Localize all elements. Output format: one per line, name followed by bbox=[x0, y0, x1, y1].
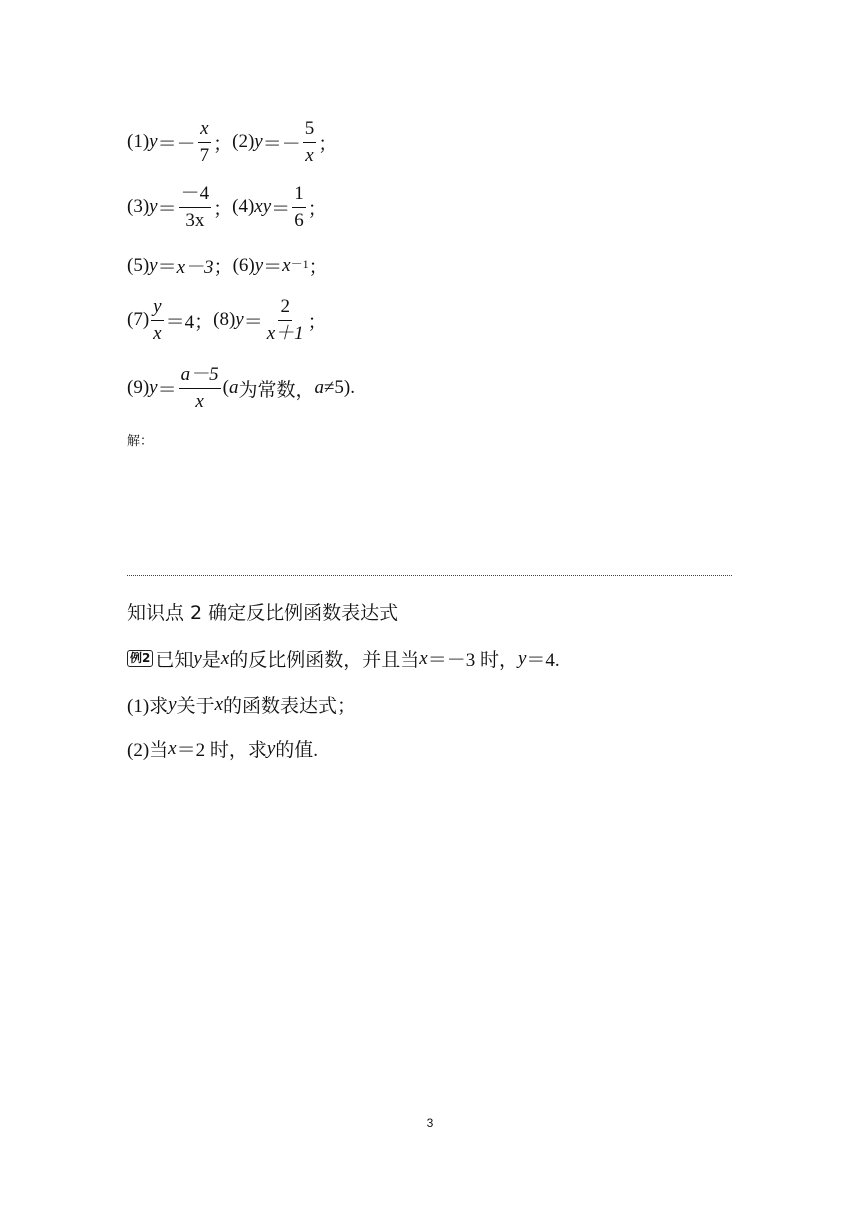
fraction-neg4-over-3x: $\frac{-4}{3x}$ bbox=[180, 183, 210, 231]
item-8-label: (8) bbox=[213, 309, 236, 331]
answer-label: 解： bbox=[127, 434, 154, 449]
item-7-8: (7) $\frac{y}{x}$ ＝4 ； (8) y ＝ $\frac{2}{x+1}$ ； bbox=[127, 296, 327, 344]
page-number: 3 bbox=[426, 1116, 434, 1130]
item-7-label: (7) bbox=[127, 309, 150, 331]
item-1-label: (1) bbox=[127, 131, 150, 153]
item-9: (9) y ＝ $\frac{a-5}{x}$ ( a 为常数， a ≠5). bbox=[127, 364, 355, 412]
fraction-5-over-x: $\frac{5}{x}$ bbox=[304, 118, 315, 166]
fraction-1-over-6: $\frac{1}{6}$ bbox=[294, 183, 304, 231]
item-4-label: (4) bbox=[232, 196, 255, 218]
var-y: y bbox=[149, 131, 158, 153]
section-title: 知识点 2 确定反比例函数表达式 bbox=[127, 602, 399, 624]
item-2-label: (2) bbox=[232, 131, 255, 153]
fraction-y-over-x: $\frac{y}{x}$ bbox=[153, 296, 162, 344]
fraction-a-minus-5-over-x: $\frac{a-5}{x}$ bbox=[180, 364, 219, 412]
dotted-divider bbox=[127, 575, 732, 576]
item-5-6: (5) y ＝ x－3 ； (6) y ＝ x $^{-1}$ ； bbox=[127, 254, 328, 278]
example-2-problem: 例2 已知 y 是 x 的反比例函数，并且当 x ＝－3 时， y ＝4. bbox=[127, 645, 560, 672]
item-5-label: (5) bbox=[127, 254, 150, 276]
item-1-2: (1) y ＝－ $\frac{x}{7}$ ； (2) y ＝－ $\frac{5}{x}$ ； bbox=[127, 118, 338, 166]
item-9-label: (9) bbox=[127, 377, 150, 399]
question-1: (1)求 y 关于 x 的函数表达式； bbox=[127, 693, 357, 717]
fraction-2-over-x-plus-1: $\frac{2}{x+1}$ bbox=[266, 296, 304, 344]
question-2: (2)当 x ＝2 时，求 y 的值. bbox=[127, 737, 319, 761]
example-badge: 例2 bbox=[127, 650, 153, 667]
fraction-x-over-7: $\frac{x}{7}$ bbox=[199, 118, 210, 166]
equals-minus: ＝－ bbox=[157, 133, 196, 155]
item-3-label: (3) bbox=[127, 196, 150, 218]
item-6-label: (6) bbox=[232, 254, 255, 276]
item-3-4: (3) y ＝ $\frac{-4}{3x}$ ； (4) xy ＝ $\frac{1}{6}$ ； bbox=[127, 183, 327, 231]
